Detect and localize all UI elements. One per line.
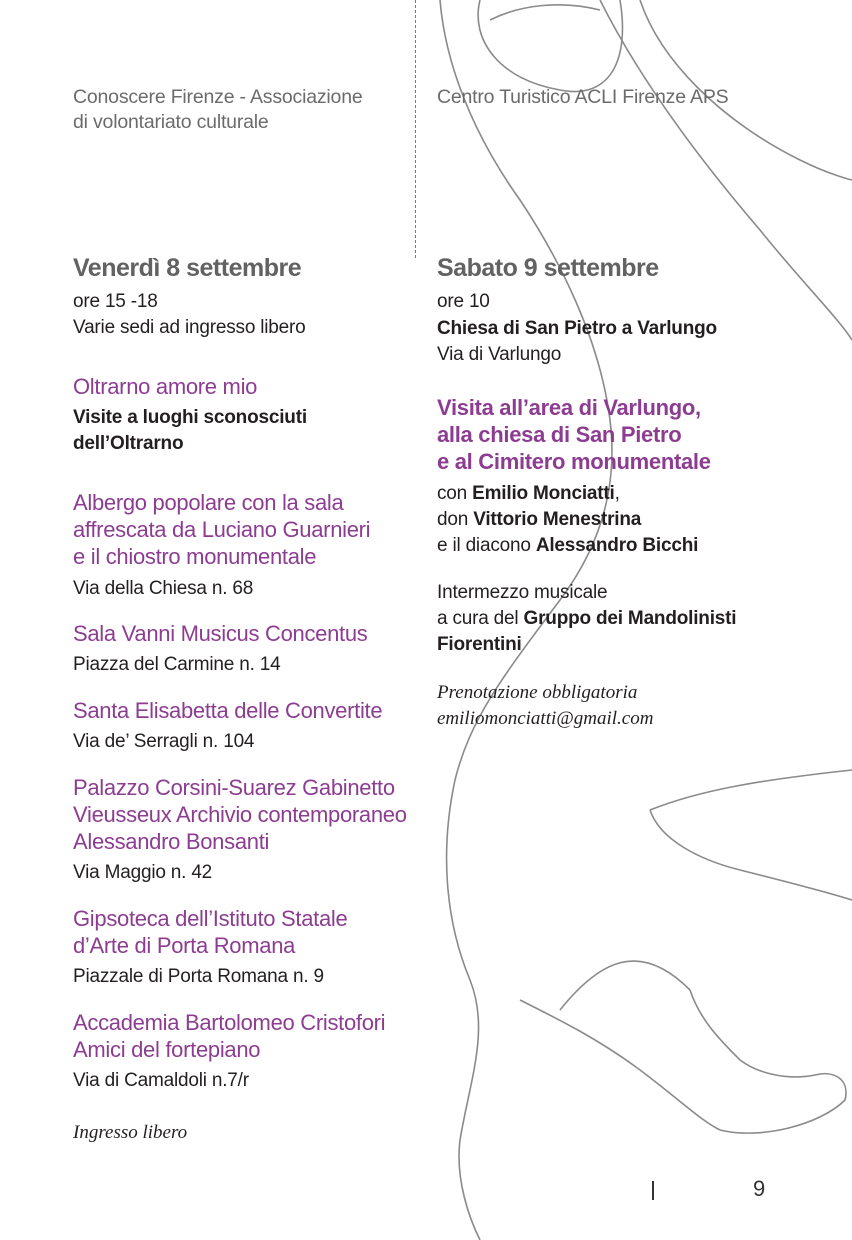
column-divider <box>415 0 416 258</box>
guide-comma: , <box>614 483 620 504</box>
place-name: Albergo popolare con la sala affrescata da Luciano Guarnieri e il chiostro monumentale <box>73 490 371 569</box>
page-number-divider <box>652 1181 654 1200</box>
guide-line-3 <box>437 533 817 559</box>
place-address: Piazza del Carmine n. 14 <box>73 654 281 675</box>
place-address: Via della Chiesa n. 68 <box>73 578 254 599</box>
guide-prefix: don <box>437 509 474 530</box>
place-address: Piazzale di Porta Romana n. 9 <box>73 966 324 987</box>
guide-prefix: con <box>437 483 473 504</box>
guides-block <box>437 481 817 559</box>
music-block <box>437 580 817 658</box>
footer-note: Ingresso libero <box>73 1122 188 1143</box>
main-subtitle-left: Visite a luoghi sconosciuti dell’Oltrarno <box>73 407 307 454</box>
event-address-right: Via di Varlungo <box>437 344 562 365</box>
guide-name: Alessandro Bicchi <box>535 535 699 556</box>
music-group-cont: Fiorentini <box>437 634 522 655</box>
event-date-right: Sabato 9 settembre <box>437 254 659 282</box>
event-time-right: ore 10 <box>437 291 490 312</box>
music-group: Gruppo dei Mandolinisti <box>523 608 737 629</box>
booking-email[interactable]: emiliomonciatti@gmail.com <box>437 708 654 729</box>
event-date-left: Venerdì 8 settembre <box>73 254 302 282</box>
place-name: Palazzo Corsini-Suarez Gabinetto Vieusseux Archivio contemporaneo Alessandro Bonsanti <box>73 775 407 854</box>
page-number: 9 <box>753 1176 766 1201</box>
place-name: Accademia Bartolomeo Cristofori Amici del fortepiano <box>73 1010 386 1062</box>
guide-line-1 <box>437 481 817 507</box>
main-title-left: Oltrarno amore mio <box>73 374 258 399</box>
organizer-left: Conoscere Firenze - Associazione di volontariato culturale <box>73 86 363 133</box>
guide-prefix: e il diacono <box>437 535 536 556</box>
place-name: Gipsoteca dell’Istituto Statale d’Arte di Porta Romana <box>73 906 348 958</box>
music-title: Intermezzo musicale <box>437 582 608 603</box>
event-title-right: Visita all’area di Varlungo, alla chiesa di San Pietro e al Cimitero monumentale <box>437 395 711 474</box>
event-venue-left: Varie sedi ad ingresso libero <box>73 317 306 338</box>
guide-name: Vittorio Menestrina <box>473 509 642 530</box>
event-time-left: ore 15 -18 <box>73 291 158 312</box>
guide-name: Emilio Monciatti <box>472 483 615 504</box>
guide-line-2 <box>437 507 817 533</box>
music-prefix: a cura del <box>437 608 524 629</box>
music-line <box>437 606 817 632</box>
place-address: Via di Camaldoli n.7/r <box>73 1070 249 1091</box>
booking-note: Prenotazione obbligatoria <box>437 682 638 703</box>
place-name: Sala Vanni Musicus Concentus <box>73 621 368 646</box>
organizer-right: Centro Turistico ACLI Firenze APS <box>437 86 729 108</box>
place-address: Via Maggio n. 42 <box>73 862 213 883</box>
place-address: Via de’ Serragli n. 104 <box>73 731 255 752</box>
event-place-right: Chiesa di San Pietro a Varlungo <box>437 318 717 339</box>
place-name: Santa Elisabetta delle Convertite <box>73 698 383 723</box>
